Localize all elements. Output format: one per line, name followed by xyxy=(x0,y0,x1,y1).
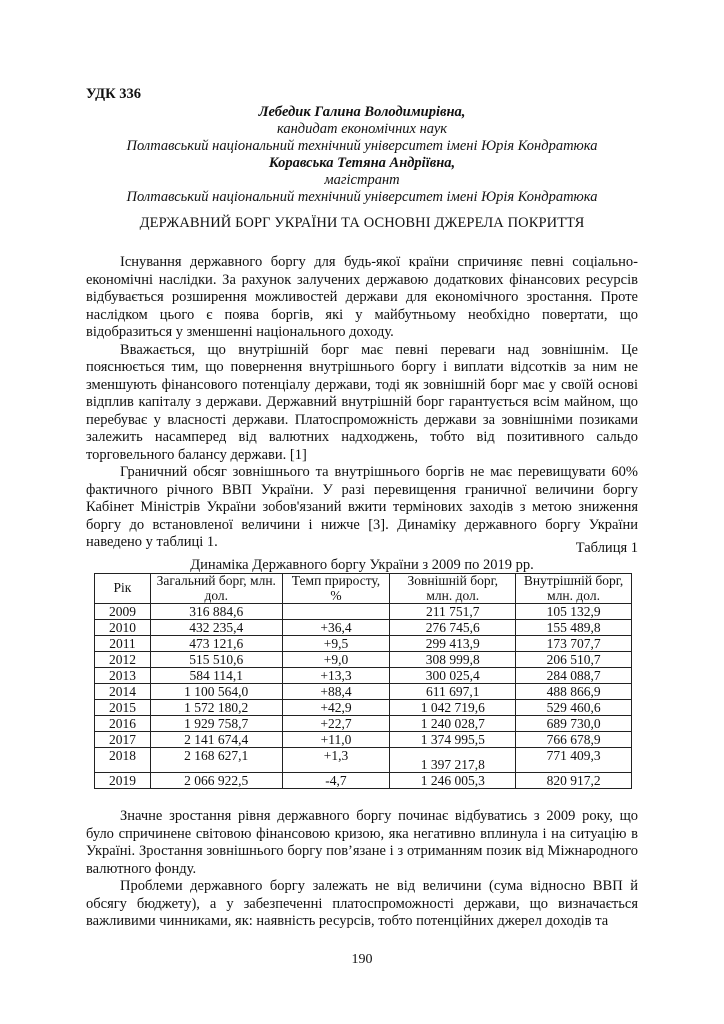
table-row xyxy=(95,773,632,789)
debt-table xyxy=(94,573,632,789)
cell-internal-debt: 820 917,2 xyxy=(516,773,632,789)
table-row xyxy=(95,620,632,636)
cell-growth-rate: +9,5 xyxy=(282,636,390,652)
cell-growth-rate: +1,3 xyxy=(282,748,390,773)
page-number: 190 xyxy=(351,952,373,967)
author-name-1: Лебедик Галина Володимирівна, xyxy=(258,104,466,120)
cell-total-debt: 1 572 180,2 xyxy=(150,700,282,716)
cell-year: 2013 xyxy=(95,668,151,684)
cell-external-debt: 1 374 995,5 xyxy=(390,732,516,748)
cell-internal-debt: 206 510,7 xyxy=(516,652,632,668)
cell-internal-debt: 173 707,7 xyxy=(516,636,632,652)
table-row xyxy=(95,732,632,748)
cell-growth-rate: -4,7 xyxy=(282,773,390,789)
intro-text xyxy=(86,254,638,552)
header-total-debt: Загальний борг, млн. дол. xyxy=(150,574,282,604)
table-row xyxy=(95,652,632,668)
cell-total-debt: 2 141 674,4 xyxy=(150,732,282,748)
cell-year: 2016 xyxy=(95,716,151,732)
table-row xyxy=(95,748,632,773)
cell-external-debt: 276 745,6 xyxy=(390,620,516,636)
cell-external-debt: 1 246 005,3 xyxy=(390,773,516,789)
cell-total-debt: 1 929 758,7 xyxy=(150,716,282,732)
header-internal-debt: Внутрішній борг, млн. дол. xyxy=(516,574,632,604)
table-row xyxy=(95,700,632,716)
cell-total-debt: 515 510,6 xyxy=(150,652,282,668)
cell-year: 2010 xyxy=(95,620,151,636)
paragraph: Проблеми державного боргу залежать не від величини (сума відносно ВВП й обсягу бюджету), а у забезпеченні платоспроможності держави, що визначається важливими чинниками, як: наявність ресурсів, тобто потенційних джерел доходів та xyxy=(86,878,638,929)
cell-internal-debt: 771 409,3 xyxy=(516,748,632,773)
cell-growth-rate: +42,9 xyxy=(282,700,390,716)
author-position-1: кандидат економічних наук xyxy=(276,121,448,137)
cell-external-debt: 611 697,1 xyxy=(390,684,516,700)
table-row xyxy=(95,716,632,732)
table-caption: Динаміка Державного боргу України з 2009 по 2019 рр. xyxy=(190,557,534,573)
cell-external-debt: 300 025,4 xyxy=(390,668,516,684)
cell-year: 2018 xyxy=(95,748,151,773)
header-growth-rate: Темп приросту, % xyxy=(282,574,390,604)
cell-external-debt: 1 240 028,7 xyxy=(390,716,516,732)
table-row xyxy=(95,604,632,620)
cell-growth-rate: +88,4 xyxy=(282,684,390,700)
cell-internal-debt: 766 678,9 xyxy=(516,732,632,748)
cell-growth-rate: +22,7 xyxy=(282,716,390,732)
cell-year: 2015 xyxy=(95,700,151,716)
cell-external-debt: 1 042 719,6 xyxy=(390,700,516,716)
cell-internal-debt: 155 489,8 xyxy=(516,620,632,636)
cell-growth-rate: +13,3 xyxy=(282,668,390,684)
cell-year: 2019 xyxy=(95,773,151,789)
cell-year: 2017 xyxy=(95,732,151,748)
header-external-debt: Зовнішній борг, млн. дол. xyxy=(390,574,516,604)
cell-internal-debt: 488 866,9 xyxy=(516,684,632,700)
cell-growth-rate: +36,4 xyxy=(282,620,390,636)
paragraph: Вважається, що внутрішній борг має певні переваги над зовнішнім. Це пояснюється тим, що повернення внутрішнього боргу і виплати відсотків за ним не зменшують фінансового потенціалу держави, тоді як зовнішній борг має у своїй основі відплив капіталу з держави. Державний внутрішній борг гарантується всім майном, що перебуває у власності держави. Платоспроможність держави за зовнішніми позиками залежить насамперед від валютних надходжень, тобто від позитивного сальдо торговельного балансу держави. [1] xyxy=(86,341,638,463)
cell-total-debt: 2 168 627,1 xyxy=(150,748,282,773)
table-number: Таблиця 1 xyxy=(575,540,638,556)
cell-total-debt: 473 121,6 xyxy=(150,636,282,652)
cell-year: 2012 xyxy=(95,652,151,668)
cell-external-debt: 308 999,8 xyxy=(390,652,516,668)
cell-growth-rate xyxy=(282,604,390,620)
cell-year: 2011 xyxy=(95,636,151,652)
table-header-row xyxy=(95,574,632,604)
cell-external-debt: 211 751,7 xyxy=(390,604,516,620)
table-row xyxy=(95,636,632,652)
conclusion-text xyxy=(86,808,638,931)
cell-total-debt: 316 884,6 xyxy=(150,604,282,620)
cell-year: 2009 xyxy=(95,604,151,620)
cell-total-debt: 432 235,4 xyxy=(150,620,282,636)
paragraph: Існування державного боргу для будь-якої країни спричиняє певні соціально-економічні наслідки. За рахунок залучених державою додаткових фінансових ресурсів відбувається розширення можливостей держави для економічного зростання. Проте наслідком цього є поява боргів, які у майбутньому необхідно повертати, що відобразиться у зменшенні національного доходу. xyxy=(86,254,638,340)
cell-total-debt: 584 114,1 xyxy=(150,668,282,684)
table-row xyxy=(95,684,632,700)
table-row xyxy=(95,668,632,684)
paragraph: Граничний обсяг зовнішнього та внутрішнього боргів не має перевищувати 60% фактичного річного ВВП України. У разі перевищення граничної величини боргу Кабінет Міністрів України зобов'язаний вжити термінових заходів з метою зниження боргу до встановленої величини і нижче [3]. Динаміку державного боргу України наведено у таблиці 1. xyxy=(86,464,638,550)
author-affiliation-1: Полтавський національний технічний університет імені Юрія Кондратюка xyxy=(126,138,598,154)
author-name-2: Коравська Тетяна Андріївна, xyxy=(268,155,456,171)
cell-internal-debt: 105 132,9 xyxy=(516,604,632,620)
author-block xyxy=(86,104,638,206)
cell-internal-debt: 529 460,6 xyxy=(516,700,632,716)
cell-growth-rate: +11,0 xyxy=(282,732,390,748)
cell-total-debt: 1 100 564,0 xyxy=(150,684,282,700)
cell-external-debt: 299 413,9 xyxy=(390,636,516,652)
cell-year: 2014 xyxy=(95,684,151,700)
cell-growth-rate: +9,0 xyxy=(282,652,390,668)
cell-external-debt: 1 397 217,8 xyxy=(390,748,516,773)
author-affiliation-2: Полтавський національний технічний університет імені Юрія Кондратюка xyxy=(126,189,598,205)
header-year: Рік xyxy=(95,574,151,604)
cell-internal-debt: 284 088,7 xyxy=(516,668,632,684)
author-position-2: магістрант xyxy=(324,172,400,188)
udk-code: УДК 336 xyxy=(86,86,142,102)
paper-title: ДЕРЖАВНИЙ БОРГ УКРАЇНИ ТА ОСНОВНІ ДЖЕРЕЛА ПОКРИТТЯ xyxy=(139,215,585,231)
cell-total-debt: 2 066 922,5 xyxy=(150,773,282,789)
cell-internal-debt: 689 730,0 xyxy=(516,716,632,732)
paragraph: Значне зростання рівня державного боргу починає відбуватись з 2009 року, що було спричинене світовою фінансовою кризою, яка негативно вплинула і на ситуацію в Україні. Зростання зовнішнього боргу пов’язане і з отриманням позик від Міжнародного валютного фонду. xyxy=(86,808,638,877)
